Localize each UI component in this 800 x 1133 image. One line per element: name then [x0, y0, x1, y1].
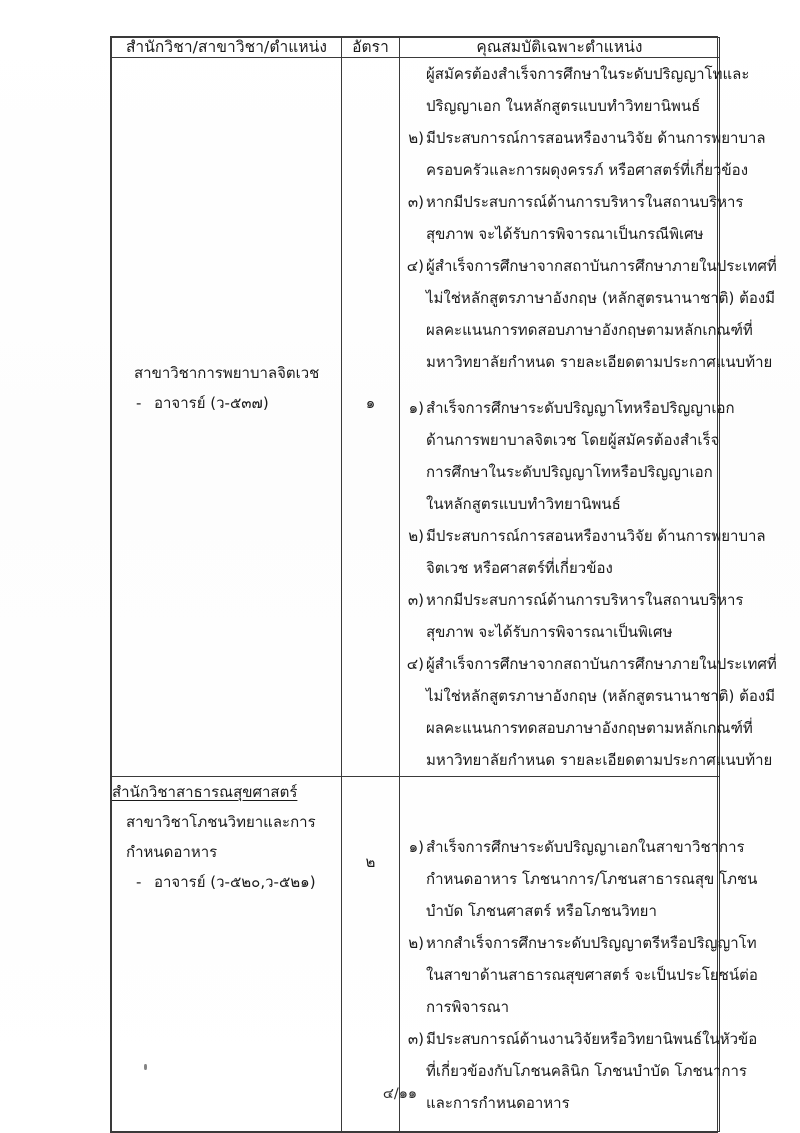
list-marker: ๒)	[408, 527, 424, 546]
qual-line: ครอบครัวและการผดุงครรภ์ หรือศาสตร์ที่เกี่ยวข้อง	[426, 161, 749, 180]
qualification-list-bottom	[400, 392, 777, 776]
cell-quota-1	[342, 58, 400, 777]
qual-line: ที่เกี่ยวข้องกับโภชนคลินิก โภชนบำบัด โภชนาการ	[426, 1062, 747, 1081]
list-marker: ๓)	[407, 1030, 424, 1049]
list-item	[400, 186, 744, 250]
list-marker: ๒)	[408, 129, 424, 148]
block-spacer	[400, 378, 719, 392]
cell-quota-2	[342, 777, 400, 1132]
list-marker: ๔)	[406, 257, 424, 276]
qual-line: สุขภาพ จะได้รับการพิจารณาเป็นพิเศษ	[426, 623, 673, 642]
list-marker: ๑)	[408, 399, 424, 418]
qual-line: บำบัด โภชนศาสตร์ หรือโภชนวิทยา	[426, 902, 657, 921]
list-dash: -	[136, 873, 142, 892]
qual-line: ผลคะแนนการทดสอบภาษาอังกฤษตามหลักเกณฑ์ที่	[426, 719, 753, 738]
table-row	[112, 58, 720, 777]
branch-title-psychiatric-nursing: สาขาวิชาการพยาบาลจิตเวช	[134, 364, 320, 383]
cell-bottom-spacer	[400, 1119, 719, 1131]
list-item	[400, 584, 744, 648]
qual-line: ในสาขาด้านสาธารณสุขศาสตร์ จะเป็นประโยชน์ต่อ	[426, 966, 758, 985]
qual-line: สำเร็จการศึกษาระดับปริญญาเอกในสาขาวิชาการ	[426, 838, 745, 857]
list-item	[400, 648, 777, 776]
cell-position-public-health	[112, 777, 342, 1132]
position-line-nutrition	[112, 867, 341, 897]
qualification-list-nutrition	[400, 831, 758, 1119]
page-number: ๔/๑๑	[382, 1086, 418, 1102]
list-item	[400, 927, 758, 1023]
cell-qualifications-1	[400, 58, 777, 777]
table-row	[112, 777, 720, 1132]
list-item	[400, 520, 766, 584]
qual-line: มีประสบการณ์การสอนหรืองานวิจัย ด้านการพยาบาล	[426, 129, 766, 148]
header-quota: อัตรา	[342, 38, 400, 58]
scan-artifact	[144, 1064, 147, 1070]
list-marker: ๓)	[407, 193, 424, 212]
qualification-list-top	[400, 58, 777, 378]
qual-line: และการกำหนดอาหาร	[426, 1094, 570, 1113]
list-dash: -	[136, 394, 142, 413]
qual-line: มหาวิทยาลัยกำหนด รายละเอียดตามประกาศแนบท้าย	[426, 751, 773, 770]
qual-line: หากมีประสบการณ์ด้านการบริหารในสถานบริหาร	[426, 193, 744, 212]
header-qualifications: คุณสมบัติเฉพาะตำแหน่ง	[400, 38, 720, 58]
quota-value: ๑	[365, 394, 376, 413]
list-marker: ๔)	[406, 655, 424, 674]
cell-qualifications-2	[400, 777, 758, 1132]
header-unit-branch-position: สำนักวิชา/สาขาวิชา/ตำแหน่ง	[112, 38, 342, 58]
qual-line: ปริญญาเอก ในหลักสูตรแบบทำวิทยานิพนธ์	[426, 97, 701, 116]
position-code: อาจารย์ (ว-๕๓๗)	[154, 394, 269, 413]
qualification-table	[110, 36, 777, 1133]
qual-line: มีประสบการณ์การสอนหรืองานวิจัย ด้านการพยาบาล	[426, 527, 766, 546]
cell-top-spacer	[400, 777, 719, 831]
qual-line: หากสำเร็จการศึกษาระดับปริญญาตรีหรือปริญญาโท	[426, 934, 757, 953]
qual-line: สำเร็จการศึกษาระดับปริญญาโทหรือปริญญาเอก	[426, 399, 735, 418]
list-marker: ๑)	[408, 838, 424, 857]
qual-line: ผู้สมัครต้องสำเร็จการศึกษาในระดับปริญญาโทและ	[426, 65, 750, 84]
cell-position-psychiatric-nursing	[112, 58, 342, 777]
qual-line: ในหลักสูตรแบบทำวิทยานิพนธ์	[426, 495, 621, 514]
list-marker: ๓)	[407, 591, 424, 610]
table-header-row	[112, 38, 720, 58]
qual-line: ผลคะแนนการทดสอบภาษาอังกฤษตามหลักเกณฑ์ที่	[426, 321, 753, 340]
qual-line: การพิจารณา	[426, 998, 510, 1017]
unit-title-public-health: สำนักวิชาสาธารณสุขศาสตร์	[112, 783, 298, 802]
qual-line: หากมีประสบการณ์ด้านการบริหารในสถานบริหาร	[426, 591, 744, 610]
list-item	[400, 250, 777, 378]
qual-line: ไม่ใช่หลักสูตรภาษาอังกฤษ (หลักสูตรนานาชาติ) ต้องมี	[426, 687, 776, 706]
qual-line: ผู้สำเร็จการศึกษาจากสถาบันการศึกษาภายในประเทศที่	[426, 257, 777, 276]
branch-title-nutrition: สาขาวิชาโภชนวิทยาและการกำหนดอาหาร	[126, 813, 316, 862]
qual-line: สุขภาพ จะได้รับการพิจารณาเป็นกรณีพิเศษ	[426, 225, 704, 244]
quota-value: ๒	[365, 853, 376, 872]
qual-line: มีประสบการณ์ด้านงานวิจัยหรือวิทยานิพนธ์ในหัวข้อ	[426, 1030, 758, 1049]
qual-line: การศึกษาในระดับปริญญาโทหรือปริญญาเอก	[426, 463, 713, 482]
qual-line: จิตเวช หรือศาสตร์ที่เกี่ยวข้อง	[426, 559, 613, 578]
list-item	[400, 122, 766, 186]
qual-line: ไม่ใช่หลักสูตรภาษาอังกฤษ (หลักสูตรนานาชาติ) ต้องมี	[426, 289, 776, 308]
qual-line: กำหนดอาหาร โภชนาการ/โภชนสาธารณสุข โภชน	[426, 870, 758, 889]
qual-line: ผู้สำเร็จการศึกษาจากสถาบันการศึกษาภายในประเทศที่	[426, 655, 777, 674]
position-line-psychiatric-nursing	[112, 388, 341, 418]
list-item	[400, 831, 758, 927]
list-item	[400, 392, 735, 520]
qual-line: ด้านการพยาบาลจิตเวช โดยผู้สมัครต้องสำเร็จ	[426, 431, 720, 450]
position-code: อาจารย์ (ว-๕๒๐,ว-๕๒๑)	[154, 873, 316, 892]
list-marker: ๒)	[408, 934, 424, 953]
qual-line: มหาวิทยาลัยกำหนด รายละเอียดตามประกาศแนบท้าย	[426, 353, 773, 372]
list-item	[400, 58, 750, 122]
